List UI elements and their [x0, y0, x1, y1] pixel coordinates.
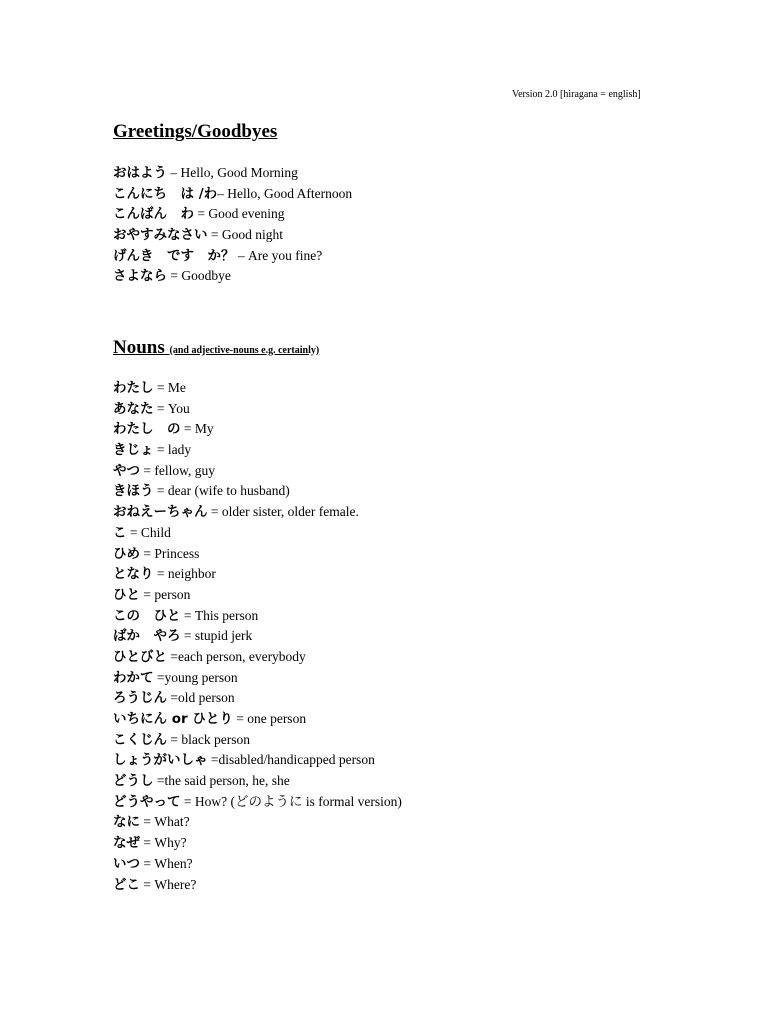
english-meaning: = lady [153, 442, 192, 458]
vocab-entry [113, 419, 402, 440]
english-meaning: =each person, everybody [167, 648, 306, 664]
english-meaning: = person [140, 586, 191, 602]
hiragana-term: わたし [113, 380, 154, 396]
vocab-entry [113, 266, 352, 287]
vocab-entry [113, 606, 402, 627]
english-meaning: – Are you fine? [234, 247, 323, 263]
vocab-entry [113, 668, 402, 689]
hiragana-term: きじょ [113, 442, 154, 459]
hiragana-term: こんにち は /わ [113, 185, 218, 202]
hiragana-term: となり [113, 566, 154, 583]
english-meaning: = Why? [140, 835, 187, 851]
vocab-entry [113, 481, 402, 502]
english-meaning: =old person [167, 690, 235, 706]
hiragana-term: ひとびと [113, 648, 167, 665]
nouns-subtitle: (and adjective-nouns e.g. certainly) [169, 345, 320, 356]
vocab-entry [113, 225, 352, 246]
hiragana-term: こくじん [113, 731, 167, 748]
hiragana-term: おやすみなさい [113, 227, 208, 244]
english-meaning: = stupid jerk [180, 628, 253, 644]
hiragana-term: どうやって [113, 793, 181, 810]
vocab-entry [113, 502, 402, 523]
hiragana-term: なに [113, 814, 140, 831]
vocab-entry [113, 730, 402, 751]
english-meaning: = What? [140, 814, 190, 830]
english-meaning: = Goodbye [167, 268, 231, 284]
vocab-entry [113, 626, 402, 647]
hiragana-term: しょうがいしゃ [113, 752, 208, 769]
hiragana-term: なぜ [113, 835, 140, 852]
english-meaning: =young person [153, 669, 238, 685]
english-meaning: = When? [140, 855, 193, 871]
nouns-list [113, 378, 402, 895]
vocab-entry [113, 647, 402, 668]
vocab-entry [113, 440, 402, 461]
greetings-list [113, 163, 352, 287]
hiragana-term: わたし の [113, 421, 181, 438]
english-meaning: = Child [126, 524, 171, 540]
english-meaning: = You [153, 400, 190, 416]
vocab-entry [113, 399, 402, 420]
vocab-entry [113, 163, 352, 184]
greetings-heading: Greetings/Goodbyes [113, 121, 278, 142]
english-meaning: = older sister, older female. [207, 504, 359, 520]
hiragana-term: あなた [113, 400, 154, 417]
vocab-entry [113, 854, 402, 875]
english-meaning: = How? (どのように is formal version) [180, 793, 402, 809]
vocab-entry [113, 688, 402, 709]
hiragana-term: わかて [113, 669, 154, 686]
english-meaning: = one person [232, 711, 307, 726]
english-meaning: =disabled/handicapped person [207, 752, 375, 768]
vocab-entry [113, 461, 402, 482]
vocab-entry [113, 771, 402, 792]
vocab-entry [113, 523, 402, 544]
vocab-entry [113, 544, 402, 565]
hiragana-term: いちにん or ひとり [113, 711, 233, 727]
hiragana-term: ばか やろ [113, 628, 181, 645]
nouns-heading [113, 337, 319, 359]
vocab-entry [113, 812, 402, 833]
hiragana-term: こんばん わ [113, 206, 194, 223]
english-meaning: = neighbor [153, 566, 216, 582]
hiragana-term: きほう [113, 483, 154, 500]
hiragana-term: おねえーちゃん [113, 504, 208, 521]
hiragana-term: この ひと [113, 607, 181, 624]
hiragana-term: どこ [113, 876, 140, 893]
english-meaning: = Me [153, 380, 186, 395]
hiragana-term: おはよう [113, 165, 167, 181]
english-meaning: = My [180, 421, 214, 437]
english-meaning: = black person [167, 731, 250, 747]
hiragana-term: いつ [113, 855, 140, 872]
english-meaning: – Hello, Good Morning [167, 165, 298, 180]
hiragana-term: こ [113, 524, 127, 541]
vocab-entry [113, 875, 402, 896]
hiragana-term: さよなら [113, 268, 167, 285]
hiragana-term: ひと [113, 586, 140, 603]
vocab-entry [113, 709, 402, 730]
hiragana-term: ひめ [113, 545, 140, 562]
vocab-entry [113, 246, 352, 267]
nouns-title: Nouns [113, 337, 165, 358]
vocab-entry [113, 585, 402, 606]
english-meaning: = Good night [207, 227, 283, 243]
hiragana-term: ろうじん [113, 690, 167, 707]
vocab-entry [113, 184, 352, 205]
vocab-entry [113, 378, 402, 399]
english-meaning: = This person [180, 607, 259, 623]
hiragana-term: げんき です か？ [113, 247, 235, 264]
hiragana-term: どうし [113, 773, 154, 790]
hiragana-term: やつ [113, 462, 140, 479]
english-meaning: = Where? [140, 876, 197, 892]
vocab-entry [113, 750, 402, 771]
vocab-entry [113, 833, 402, 854]
vocab-entry [113, 564, 402, 585]
vocab-entry [113, 204, 352, 225]
english-meaning: = Good evening [194, 206, 285, 222]
english-meaning: =the said person, he, she [153, 773, 290, 789]
english-meaning: = Princess [140, 545, 200, 561]
english-meaning: = dear (wife to husband) [153, 483, 290, 499]
english-meaning: = fellow, guy [140, 462, 215, 478]
version-note: Version 2.0 [hiragana = english] [512, 89, 641, 100]
vocab-entry [113, 792, 402, 813]
english-meaning: – Hello, Good Afternoon [217, 185, 353, 201]
